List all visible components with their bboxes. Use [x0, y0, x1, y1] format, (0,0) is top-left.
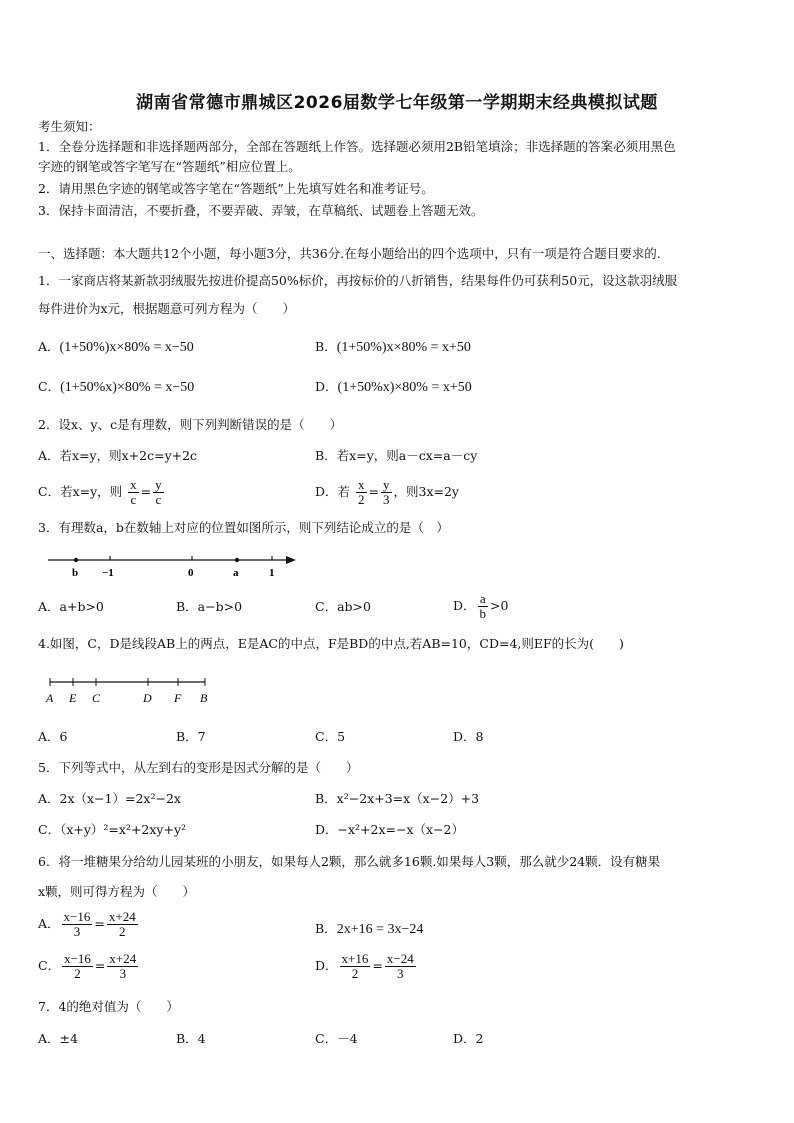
q3-option-a: A．a+b>0	[38, 599, 104, 614]
question-2-stem: 2．设x、y、c是有理数，则下列判断错误的是（ ）	[38, 417, 343, 432]
q2-option-b: B．若x=y，则a－cx=a－cy	[315, 448, 478, 463]
point-label-b: B	[200, 691, 208, 705]
q6-option-b: B．2x+16 = 3x−24	[315, 921, 424, 937]
point-label-f: F	[174, 691, 182, 705]
q6-option-d: D． $\frac{x+16}{2}$ = $\frac{x-24}{3}$	[315, 951, 414, 981]
number-line-figure	[40, 550, 302, 582]
q6-option-a: A． $\frac{x-16}{3}$ = $\frac{x+24}{2}$	[38, 909, 136, 939]
q5-option-a: A．2x（x−1）=2x²−2x	[38, 791, 181, 806]
axis-label-zero: 0	[188, 567, 194, 579]
q2-option-c: C．若x=y，则 $\frac{x}{c}$ = $\frac{y}{c}$	[38, 477, 162, 507]
q4-option-a: A．6	[38, 729, 68, 744]
section-heading: 一、选择题：本大题共12个小题，每小题3分，共36分.在每小题给出的四个选项中，只有一项是符合题目要求的.	[38, 246, 661, 261]
q7-option-d: D．2	[453, 1031, 484, 1046]
point-label-e: E	[69, 691, 77, 705]
axis-label-minus-one: −1	[102, 567, 114, 579]
segment-figure	[40, 674, 215, 708]
page-title: 湖南省常德市鼎城区2026届数学七年级第一学期期末经典模拟试题	[136, 93, 658, 113]
question-6-stem-cont: x颗，则可得方程为（ ）	[38, 884, 196, 899]
q7-option-a: A．±4	[38, 1031, 78, 1046]
question-1-stem: 1．一家商店将某新款羽绒服先按进价提高50%标价，再按标价的八折销售，结果每件仍可获利50元，设这款羽绒服	[38, 273, 678, 288]
q3-option-d: D． $\frac{a}{b}$ >0	[453, 591, 509, 621]
notice-item: 3．保持卡面清洁，不要折叠，不要弄破、弄皱，在草稿纸、试题卷上答题无效。	[38, 203, 484, 218]
q4-option-d: D．8	[453, 729, 484, 744]
q2-option-a: A．若x=y，则x+2c=y+2c	[38, 448, 198, 463]
notice-item: 1．全卷分选择题和非选择题两部分，全部在答题纸上作答。选择题必须用2B铅笔填涂；非选择题的答案必须用黑色	[38, 139, 676, 154]
q5-option-c: C．（x+y）²=x²+2xy+y²	[38, 822, 187, 837]
question-7-stem: 7．4的绝对值为（ ）	[38, 999, 179, 1014]
q1-option-a: A．(1+50%)x×80% = x−50	[38, 339, 194, 355]
q4-option-c: C．5	[315, 729, 346, 744]
q1-option-d: D．(1+50%x)×80% = x+50	[315, 379, 472, 395]
question-5-stem: 5．下列等式中，从左到右的变形是因式分解的是（ ）	[38, 760, 359, 775]
q3-option-b: B．a−b>0	[176, 599, 243, 614]
q5-option-b: B．x²−2x+3=x（x−2）+3	[315, 791, 480, 806]
q1-option-c: C．(1+50%x)×80% = x−50	[38, 379, 195, 395]
notice-item: 字迹的钢笔或答字笔写在“答题纸”相应位置上。	[38, 159, 301, 174]
q4-option-b: B．7	[176, 729, 206, 744]
q7-option-b: B．4	[176, 1031, 206, 1046]
q1-option-b: B．(1+50%)x×80% = x+50	[315, 339, 471, 355]
question-4-stem: 4.如图，C，D是线段AB上的两点，E是AC的中点，F是BD的中点,若AB=10，CD=4,则EF的长为( )	[38, 636, 624, 651]
point-label-a: A	[46, 691, 54, 705]
q6-option-c: C． $\frac{x-16}{2}$ = $\frac{x+24}{3}$	[38, 951, 137, 981]
axis-label-one: 1	[269, 567, 275, 579]
question-3-stem: 3．有理数a，b在数轴上对应的位置如图所示，则下列结论成立的是（ ）	[38, 520, 449, 535]
axis-label-a: a	[233, 567, 239, 579]
q3-option-c: C．ab>0	[315, 599, 371, 614]
q7-option-c: C．－4	[315, 1031, 358, 1046]
question-1-stem-cont: 每件进价为x元，根据题意可列方程为（ ）	[38, 301, 296, 316]
notice-heading: 考生须知：	[38, 119, 101, 134]
point-label-c: C	[92, 691, 101, 705]
question-6-stem: 6．将一堆糖果分给幼儿园某班的小朋友，如果每人2颗，那么就多16颗.如果每人3颗，那么就少24颗．设有糖果	[38, 854, 661, 869]
q5-option-d: D．−x²+2x=−x（x−2）	[315, 822, 465, 837]
q2-option-d: D．若 $\frac{x}{2}$ = $\frac{y}{3}$ ，则3x=2y	[315, 477, 459, 507]
notice-item: 2．请用黑色字迹的钢笔或答字笔在“答题纸”上先填写姓名和准考证号。	[38, 181, 434, 196]
point-label-d: D	[143, 691, 152, 705]
axis-label-b: b	[72, 567, 79, 579]
